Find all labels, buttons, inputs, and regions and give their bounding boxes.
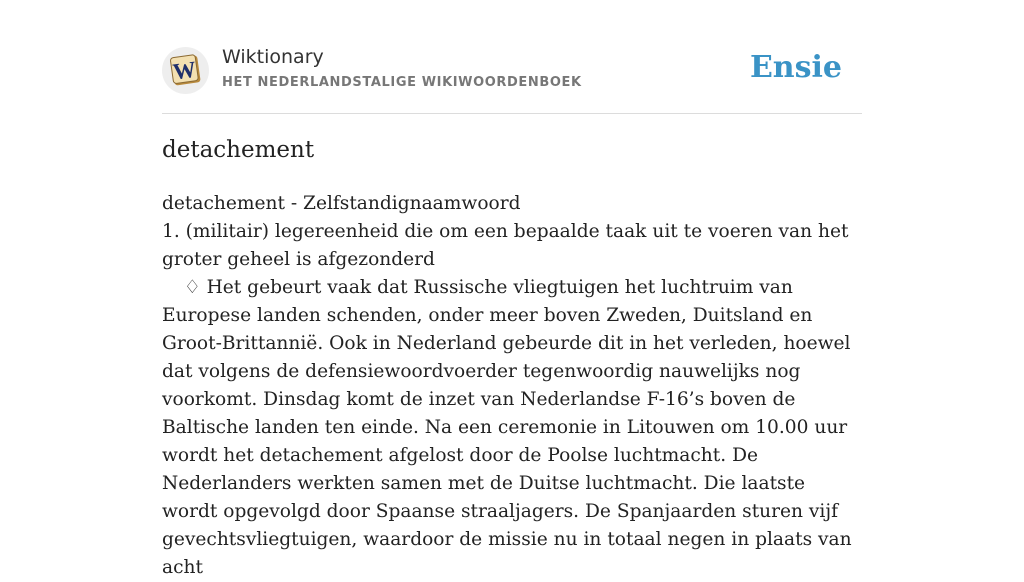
site-header [162, 40, 862, 114]
logo-letter: W [171, 56, 198, 85]
ensie-logo[interactable]: Ensie [749, 50, 842, 85]
site-name[interactable]: Wiktionary [222, 46, 324, 68]
page-title: detachement [162, 137, 315, 163]
site-subtitle: HET NEDERLANDSTALIGE WIKIWOORDENBOEK [222, 75, 582, 90]
entry-example: ♢ Het gebeurt vaak dat Russische vliegtuigen het luchtruim van Europese landen schenden, onder meer boven Zweden, Duitsland en Groot-Brittannië. Ook in Nederland gebeurde dit in het verleden, hoewel dat volgens de defensiewoordvoerder tegenwoordig nauwelijks nog voorkomt. Dinsdag komt de inzet van Nederlandse F-16’s boven de Baltische landen ten einde. Na een ceremonie in Litouwen om 10.00 uur wordt het detachement afgelost door de Poolse luchtmacht. De Nederlanders werkten samen met de Duitse luchtmacht. Die laatste wordt opgevolgd door Spaanse straaljagers. De Spanjaarden sturen vijf gevechtsvliegtuigen, waardoor de missie nu in totaal negen in plaats van acht [162, 277, 852, 578]
wiktionary-logo[interactable] [162, 47, 209, 94]
entry-heading: detachement - Zelfstandignaamwoord [162, 193, 521, 214]
entry-definition: 1. (militair) legereenheid die om een bepaalde taak uit te voeren van het groter geheel is afgezonderd [162, 221, 849, 270]
wiktionary-w-icon [162, 47, 209, 94]
entry-content [162, 190, 864, 582]
